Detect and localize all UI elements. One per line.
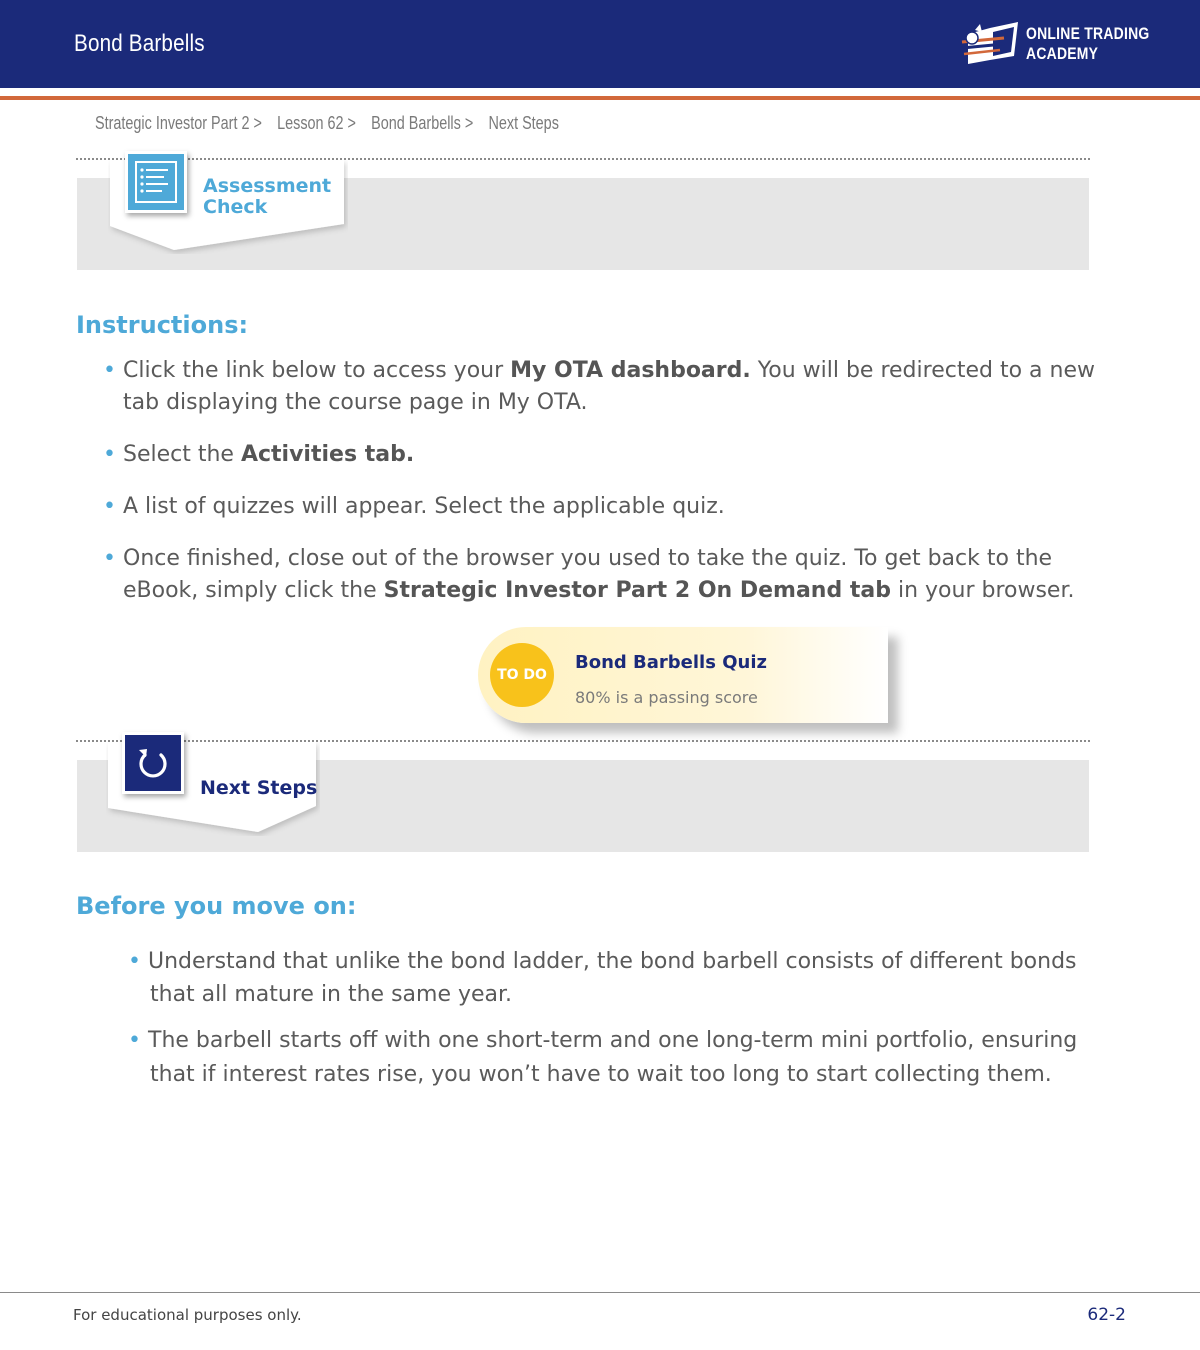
item-text: You will be redirected to a new bbox=[750, 358, 1095, 383]
item-text: Click the link below to access your bbox=[123, 358, 511, 383]
bullet-dot: • bbox=[103, 442, 116, 467]
list-item bbox=[103, 491, 1103, 523]
quiz-link-card[interactable] bbox=[478, 627, 888, 723]
list-item bbox=[103, 355, 1103, 419]
item-text: in your browser. bbox=[890, 578, 1075, 603]
before-heading: Before you move on: bbox=[76, 892, 357, 920]
list-item bbox=[103, 543, 1103, 607]
item-text: eBook, simply click the bbox=[123, 578, 384, 603]
list-item bbox=[103, 439, 1103, 471]
brand-logo bbox=[960, 20, 1150, 68]
page-number: 62-2 bbox=[1087, 1305, 1126, 1325]
bullet-dot: • bbox=[103, 358, 116, 383]
header-bar bbox=[0, 0, 1200, 88]
brand-line-1: ONLINE TRADING bbox=[1026, 24, 1150, 43]
activities-tab-text: Activities tab. bbox=[240, 442, 415, 467]
footer-divider bbox=[0, 1292, 1200, 1293]
item-text: tab displaying the course page in My OTA. bbox=[123, 390, 588, 415]
page-title: Bond Barbells bbox=[74, 30, 205, 57]
breadcrumb-item-course[interactable]: Strategic Investor Part 2 > bbox=[95, 113, 262, 133]
brand-line-2: ACADEMY bbox=[1026, 44, 1099, 63]
instructions-heading: Instructions: bbox=[76, 311, 249, 339]
header-accent-line bbox=[0, 96, 1200, 100]
bullet-dot: • bbox=[128, 1028, 141, 1053]
bullet-dot: • bbox=[103, 546, 116, 571]
item-text: that all mature in the same year. bbox=[150, 982, 513, 1007]
item-text: that if interest rates rise, you won’t have to wait too long to start collecting them. bbox=[150, 1062, 1052, 1087]
assessment-label-line-2: Check bbox=[203, 196, 268, 218]
checklist-icon bbox=[125, 151, 187, 213]
quiz-passing-score: 80% is a passing score bbox=[575, 688, 758, 707]
next-steps-label: Next Steps bbox=[200, 777, 318, 799]
academy-logo-icon bbox=[960, 20, 1022, 68]
list-item bbox=[128, 945, 1108, 1011]
breadcrumb-item-lesson[interactable]: Lesson 62 > bbox=[277, 113, 356, 133]
on-demand-tab-text: Strategic Investor Part 2 On Demand tab bbox=[383, 578, 891, 603]
item-text: Understand that unlike the bond ladder, the bond barbell consists of different bonds bbox=[148, 949, 1077, 974]
item-text: The barbell starts off with one short-term and one long-term mini portfolio, ensuring bbox=[148, 1028, 1078, 1053]
item-text: Select the bbox=[123, 442, 241, 467]
item-text: Once finished, close out of the browser you used to take the quiz. To get back to the bbox=[123, 546, 1053, 571]
bullet-dot: • bbox=[103, 494, 116, 519]
refresh-icon bbox=[122, 732, 184, 794]
assessment-label-line-1: Assessment bbox=[203, 175, 332, 197]
my-ota-dashboard-link[interactable]: My OTA dashboard. bbox=[510, 358, 751, 383]
bullet-dot: • bbox=[128, 949, 141, 974]
brand-name bbox=[1026, 24, 1149, 64]
footer-disclaimer: For educational purposes only. bbox=[73, 1306, 302, 1324]
quiz-title[interactable]: Bond Barbells Quiz bbox=[575, 652, 767, 673]
breadcrumb-item-topic[interactable]: Bond Barbells > bbox=[371, 113, 474, 133]
breadcrumb-item-current: Next Steps bbox=[488, 113, 559, 133]
item-text: A list of quizzes will appear. Select the applicable quiz. bbox=[123, 494, 725, 519]
todo-badge: TO DO bbox=[490, 643, 554, 707]
assessment-label bbox=[203, 176, 331, 218]
list-item bbox=[128, 1024, 1108, 1092]
breadcrumb bbox=[95, 113, 570, 139]
